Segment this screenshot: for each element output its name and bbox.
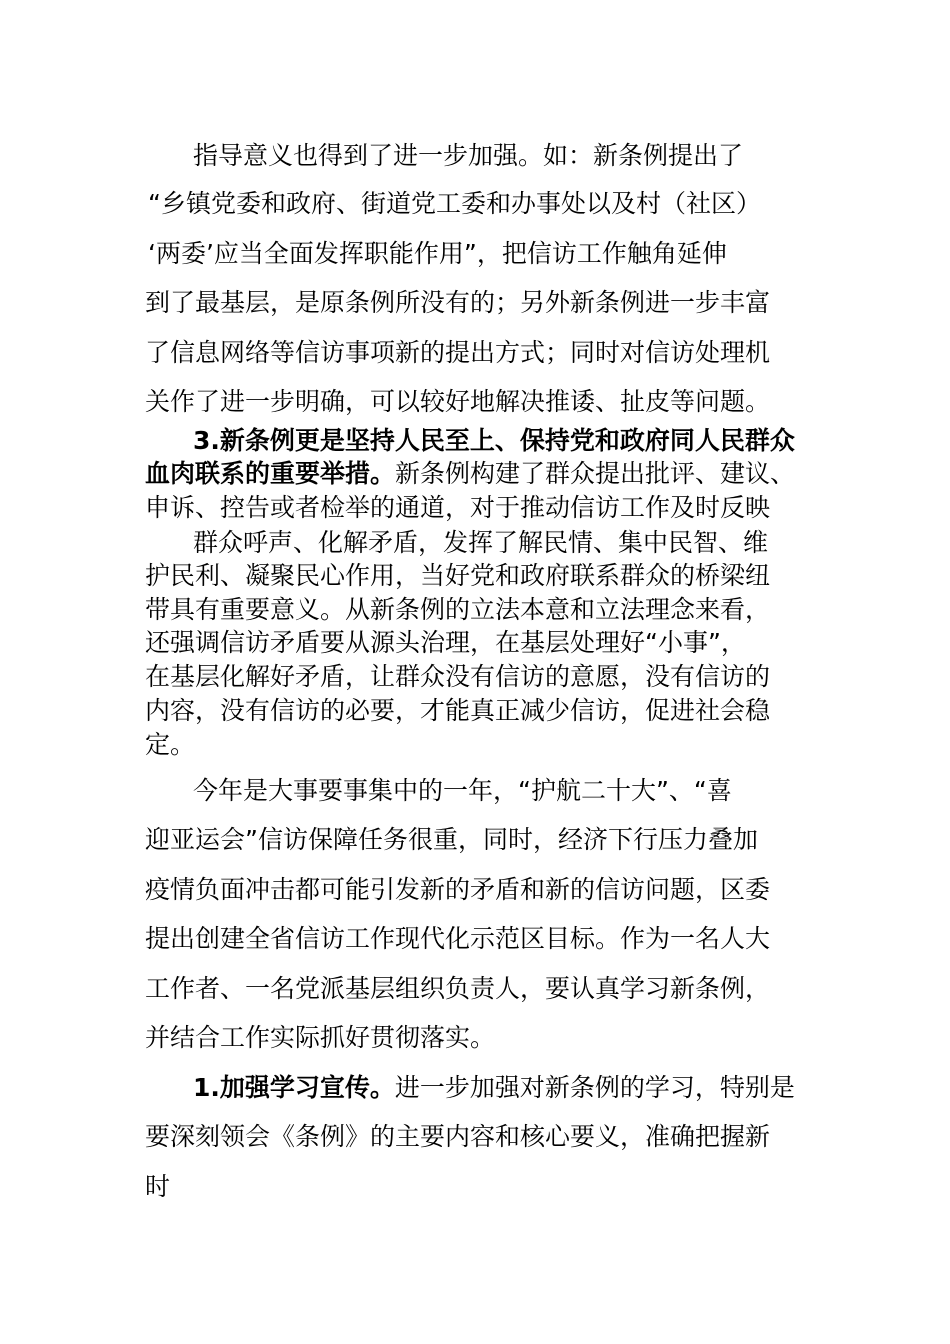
text-run: 要深刻领会《条例》的主要内容和核心要义，准确把握新 (145, 1122, 771, 1151)
text-run: 内容，没有信访的必要，才能真正减少信访，促进社会稳 (145, 696, 771, 725)
text-line (145, 1122, 950, 1152)
text-run: 申诉、控告或者检举的通道，对于推动信访工作及时反映 (145, 493, 771, 522)
text-run: 工作者、一名党派基层组织负责人，要认真学习新条例， (145, 974, 771, 1003)
text-line (193, 1073, 950, 1103)
text-line (145, 1172, 950, 1202)
text-run: 新条例构建了群众提出批评、建议、 (395, 459, 796, 488)
text-line (193, 528, 950, 558)
text-run: 了信息网络等信访事项新的提出方式；同时对信访处理机 (145, 338, 771, 367)
section-heading-tail: 血肉联系的重要举措。 (145, 459, 396, 488)
text-line (145, 730, 950, 760)
text-run: 还强调信访矛盾要从源头治理，在基层处理好“小事”， (145, 628, 746, 657)
text-line (145, 493, 950, 523)
text-run: 护民利、凝聚民心作用，当好党和政府联系群众的桥梁纽 (145, 561, 771, 590)
text-run: 迎亚运会”信访保障任务很重，同时，经济下行压力叠加 (145, 825, 758, 854)
text-run: 今年是大事要事集中的一年，“护航二十大”、“喜 (193, 776, 732, 805)
text-run: 群众呼声、化解矛盾，发挥了解民情、集中民智、维 (193, 528, 769, 557)
text-run: 在基层化解好矛盾，让群众没有信访的意愿，没有信访的 (145, 662, 771, 691)
text-run: 进一步加强对新条例的学习，特别是 (394, 1073, 795, 1102)
text-line (148, 239, 950, 269)
text-run: ‘两委’应当全面发挥职能作用”，把信访工作触角延伸 (148, 239, 727, 268)
text-run: 时 (145, 1172, 171, 1201)
section-heading: 1.加强学习宣传。 (193, 1073, 395, 1102)
text-run: 关作了进一步明确，可以较好地解决推诿、扯皮等问题。 (145, 387, 771, 416)
text-line (145, 875, 950, 905)
text-run: 疫情负面冲击都可能引发新的矛盾和新的信访问题，区委 (145, 875, 771, 904)
text-run: 到了最基层，是原条例所没有的；另外新条例进一步丰富 (145, 288, 771, 317)
section-heading (193, 426, 950, 456)
text-run: “乡镇党委和政府、街道党工委和办事处以及村（社区） (148, 189, 761, 218)
text-line (145, 338, 950, 368)
text-line (145, 696, 950, 726)
text-run: 提出创建全省信访工作现代化示范区目标。作为一名人大 (145, 924, 771, 953)
text-run: 3.新条例更是坚持人民至上、保持党和政府同人民群众 (193, 426, 795, 455)
text-run: 带具有重要意义。从新条例的立法本意和立法理念来看， (145, 595, 771, 624)
text-line (145, 662, 950, 692)
text-line (145, 974, 950, 1004)
text-line (145, 595, 950, 625)
text-line (145, 628, 950, 658)
text-line (145, 825, 950, 855)
text-line (145, 924, 950, 954)
text-line (145, 561, 950, 591)
text-line (148, 189, 950, 219)
text-line (193, 776, 950, 806)
text-line (193, 141, 950, 171)
text-run: 指导意义也得到了进一步加强。如：新条例提出了 (193, 141, 744, 170)
text-line (145, 459, 950, 489)
text-run: 并结合工作实际抓好贯彻落实。 (145, 1023, 496, 1052)
text-line (145, 387, 950, 417)
text-run: 定。 (145, 730, 196, 759)
text-line (145, 1023, 950, 1053)
text-line (145, 288, 950, 318)
